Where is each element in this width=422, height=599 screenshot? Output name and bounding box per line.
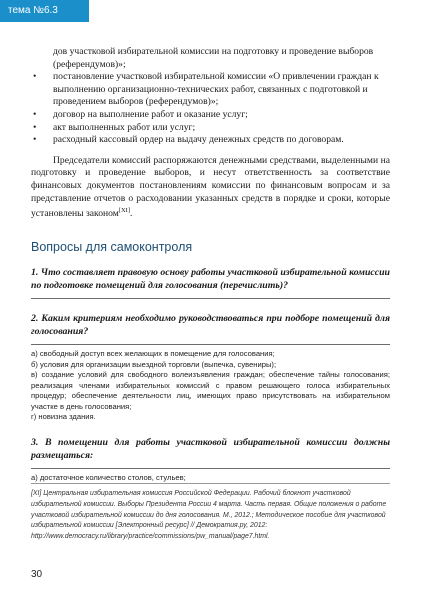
bullet-marker: • — [33, 71, 37, 83]
bullet-marker: • — [33, 134, 37, 146]
list-item-text: акт выполненных работ или услуг; — [53, 121, 196, 133]
topic-tag: тема №6.3 — [0, 0, 89, 22]
list-item — [31, 109, 390, 122]
question-divider — [31, 298, 390, 299]
question-block — [31, 436, 390, 484]
question-divider — [31, 344, 390, 345]
paragraph-text: Председатели комиссий распоряжаются денежными средствами, выделенными на подготовку и проведение выборов, и несут ответственность за соответствие финансовых документов постановлениям комиссии по финансовым вопросам и за представление отчетов о расходовании указанных средств в порядке и сроки, которые установлены законом — [31, 154, 390, 220]
answer-options: а) свободный доступ всех желающих в помещение для голосования; б) условия для организации выездной торговли (выпечка, сувениры); в) создание условий для свободного волеизъявления граждан; обеспечение тайны голосования; реализация членами избирательных комиссий с правом решающего голоса избирательных процедур; обеспечение деятельности лиц, имеющих право присутствовать на избирательном участке в день голосования; г) новизна здания. — [31, 348, 390, 422]
list-item-text: постановление участковой избирательной комиссии «О привлечении граждан к выполнению организационно-технических работ, связанных с подготовкой и проведением выборов (референдумов)»; — [53, 71, 379, 108]
list-item — [31, 46, 390, 71]
question-text: 3. В помещении для работы участковой избирательной комиссии должны размещаться: — [31, 437, 390, 462]
question-text: 1. Что составляет правовую основу работы участковой избирательной комиссии по подготовке помещений для голосования (перечислить)? — [31, 266, 390, 291]
footnote-reference[interactable]: [XI] — [118, 207, 131, 215]
question-text: 2. Каким критериям необходимо руководствоваться при подборе помещений для голосования? — [31, 312, 390, 337]
main-content — [31, 46, 390, 484]
paragraph-end: . — [130, 208, 133, 220]
answer-options: а) достаточное количество столов, стульев; — [31, 473, 186, 483]
list-item-text: дов участковой избирательной комиссии на подготовку и проведение выборов (референдумов)»; — [53, 46, 374, 70]
question-divider — [31, 468, 390, 469]
footnote-divider — [31, 483, 390, 484]
question-block — [31, 312, 390, 423]
page-number: 30 — [31, 569, 43, 580]
bullet-marker: • — [33, 108, 37, 120]
footnote: [XI] Центральная избирательная комиссия Российской Федерации. Рабочий блокнот участковой избирательной комиссии. Выборы Президента России 4 марта. Часть первая. Общие положения о работе участковой избирательной комиссии до дня голосования. М., 2012.; Методическое пособие для участковой избирательной комиссии [Электронный ресурс] // Демократия.ру, 2012: http://www.democracy.ru/library/practice/commissions/pw_manual/page7.html. — [31, 490, 387, 541]
list-item-text: договор на выполнение работ и оказание услуг; — [53, 108, 248, 120]
list-item-text: расходный кассовый ордер на выдачу денежных средств по договорам. — [53, 134, 344, 146]
body-paragraph — [31, 155, 390, 221]
question-block — [31, 266, 390, 299]
list-item — [31, 122, 390, 135]
list-item — [31, 134, 390, 147]
list-item — [31, 71, 390, 109]
bullet-marker: • — [33, 121, 37, 133]
section-title: Вопросы для самоконтроля — [31, 239, 193, 254]
document-list — [31, 46, 390, 147]
